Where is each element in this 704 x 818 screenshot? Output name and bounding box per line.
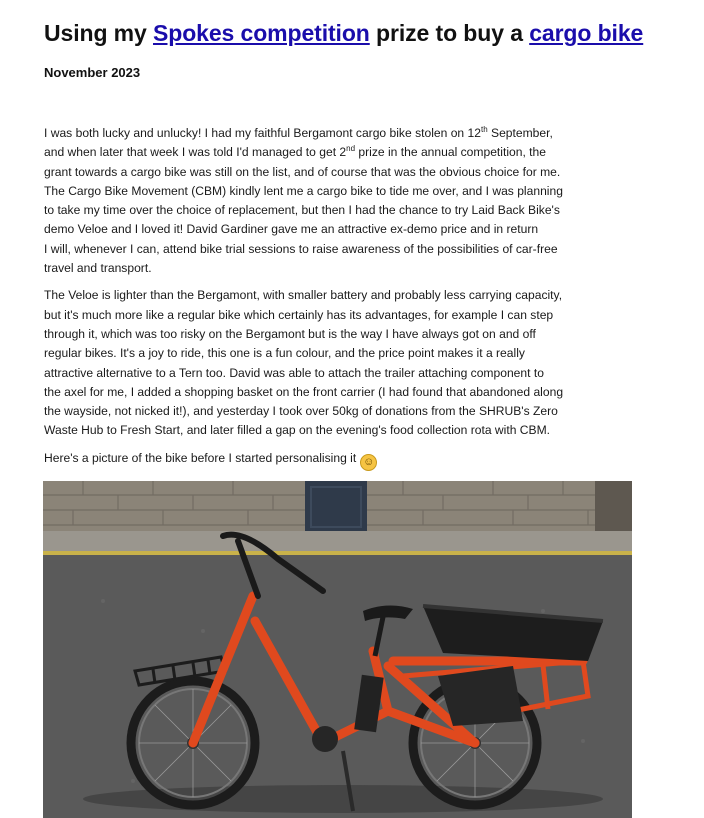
text-line: I was both lucky and unlucky! I had my faithful Bergamont cargo bike stolen on 12th September, bbox=[44, 124, 553, 140]
text-line: the wayside, not nicked it!), and yesterday I took over 50kg of donations from the SHRUB's Zero bbox=[44, 404, 558, 419]
title-middle: prize to buy a bbox=[369, 20, 530, 46]
text-line: attractive alternative to a Tern too. David was able to attach the trailer attaching component to bbox=[44, 365, 544, 380]
text-line: through it, which was too risky on the Bergamont but is the way I have always got on and off bbox=[44, 326, 536, 341]
ordinal-suffix: th bbox=[480, 124, 488, 134]
photo-caption: Here's a picture of the bike before I started personalising it ☺ bbox=[44, 449, 616, 471]
title-prefix: Using my bbox=[44, 20, 154, 46]
text-line: to take my time over the choice of replacement, but then I had the chance to try Laid Back Bike's bbox=[44, 203, 560, 218]
smiley-face-icon: ☺ bbox=[360, 454, 377, 471]
text-line: and when later that week I was told I'd managed to get 2nd prize in the annual competition, the bbox=[44, 144, 546, 160]
text-line: travel and transport. bbox=[44, 261, 152, 276]
text-line: but it's much more like a regular bike which certainly has its advantages, for example I can step bbox=[44, 307, 554, 322]
spokes-competition-link[interactable]: Spokes competition bbox=[153, 20, 370, 46]
post-date: November 2023 bbox=[44, 65, 141, 80]
article-body bbox=[44, 124, 616, 471]
ordinal-suffix: nd bbox=[346, 144, 356, 154]
text-line: Waste Hub to Fresh Start, and later filled a gap on the evening's food collection rota with CBM. bbox=[44, 423, 551, 438]
text-line: the axel for me, I added a shopping basket on the front carrier (I had found that abandoned along bbox=[44, 384, 564, 399]
text-line: regular bikes. It's a joy to ride, this one is a fun colour, and the price point makes it a really bbox=[44, 346, 525, 361]
text-line: demo Veloe and I loved it! David Gardiner gave me an attractive ex-demo price and in return bbox=[44, 222, 539, 237]
paragraph-1 bbox=[44, 124, 616, 278]
bike-photo-illustration bbox=[43, 481, 632, 818]
text-line: The Cargo Bike Movement (CBM) kindly lent me a cargo bike to tide me over, and I was planning bbox=[44, 183, 563, 198]
text-line: I will, whenever I can, attend bike trial sessions to raise awareness of the possibilities of car-free bbox=[44, 241, 558, 256]
text-line: The Veloe is lighter than the Bergamont, with smaller battery and probably less carrying capacity, bbox=[44, 288, 563, 303]
bike-photo bbox=[43, 481, 632, 818]
paragraph-2 bbox=[44, 286, 616, 440]
text-line: grant towards a cargo bike was still on the list, and of course that was the obvious choice for me. bbox=[44, 164, 561, 179]
page-title bbox=[44, 20, 643, 47]
cargo-bike-link[interactable]: cargo bike bbox=[529, 20, 644, 46]
